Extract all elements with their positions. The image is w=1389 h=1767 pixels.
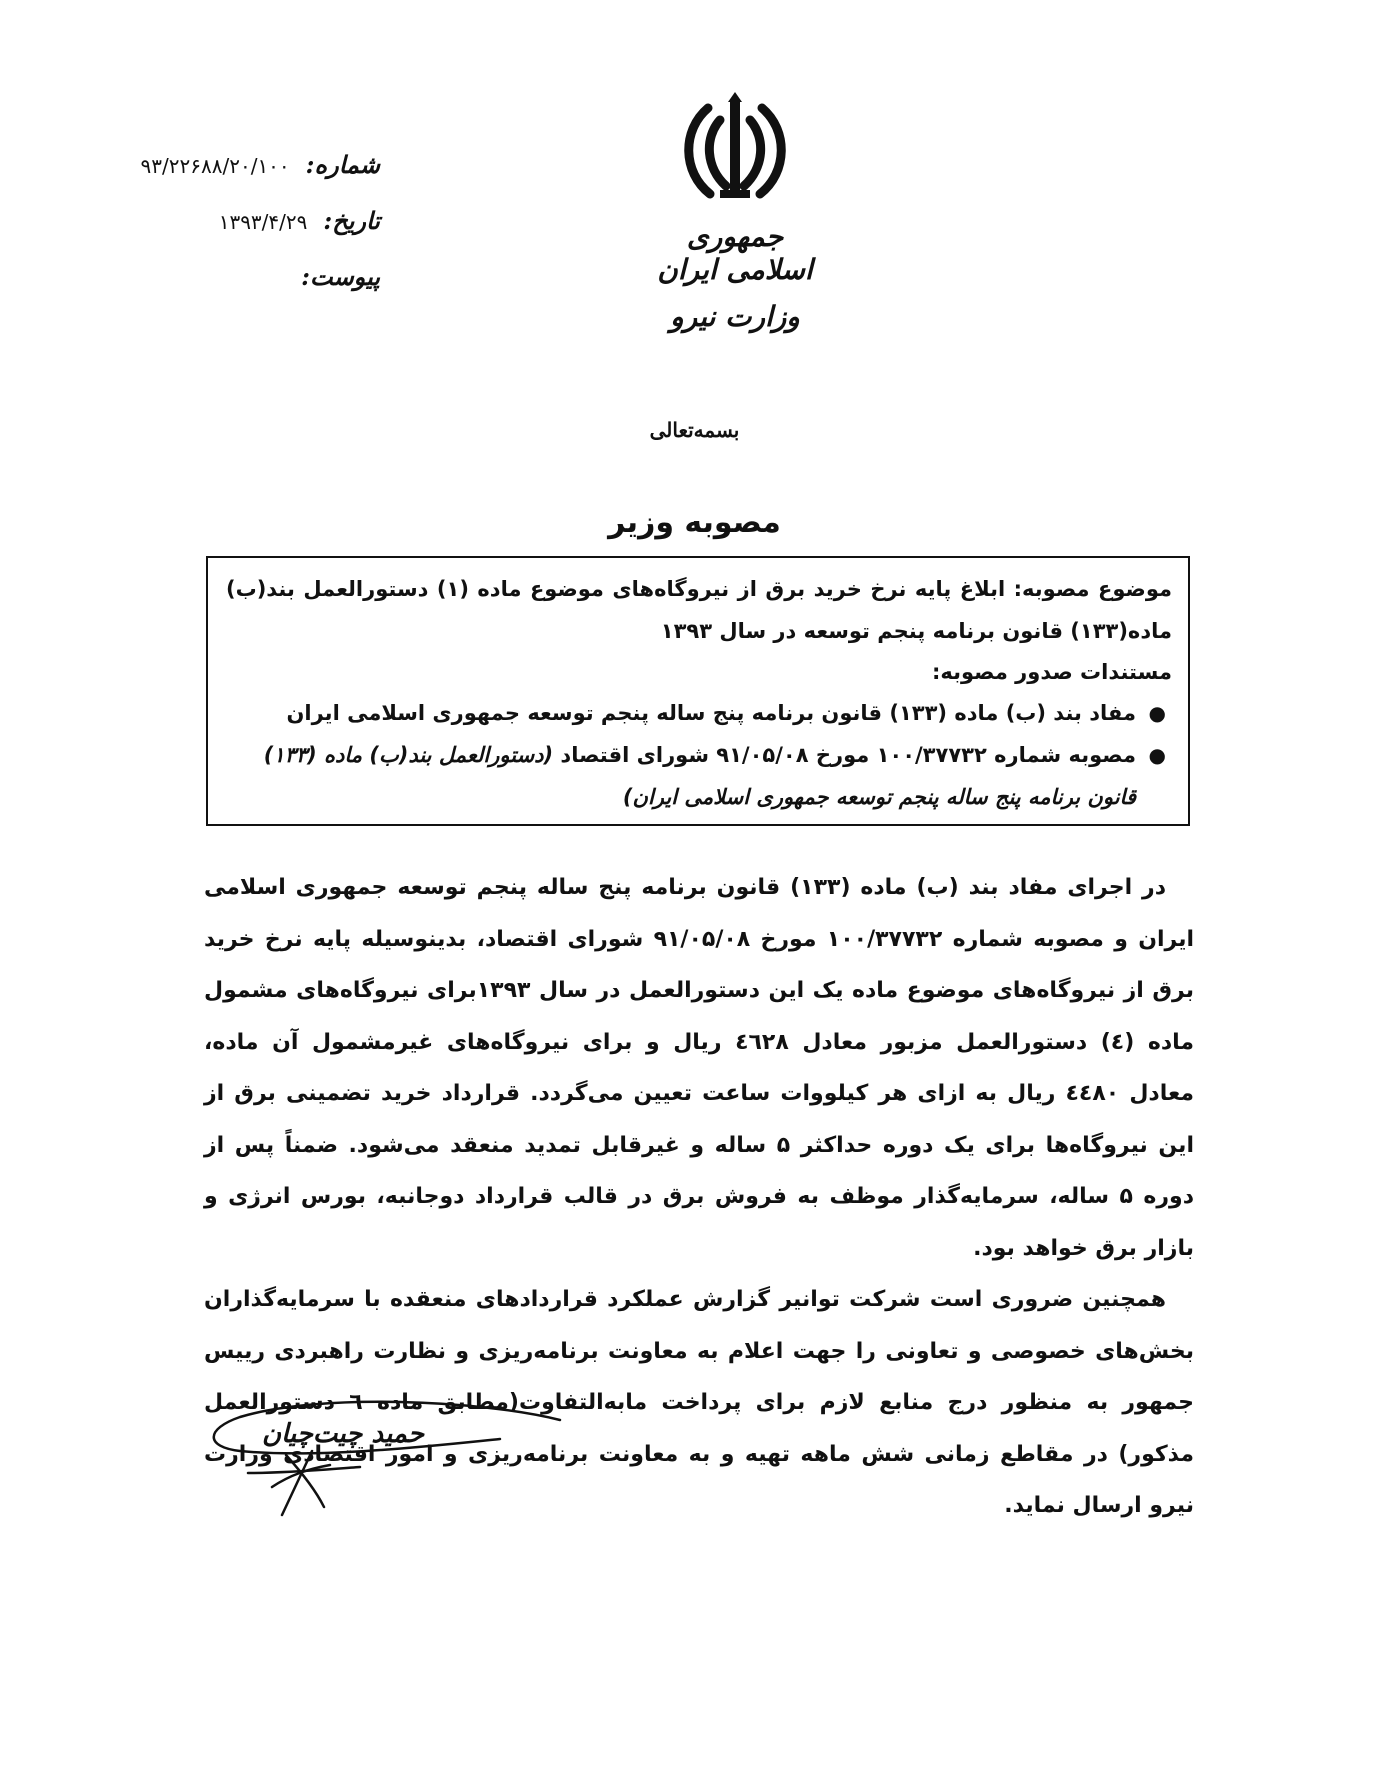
- document-title: مصوبه وزیر: [608, 505, 781, 540]
- body-paragraph: همچنین ضروری است شرکت توانیر گزارش عملکرد قراردادهای منعقده با سرمایه‌گذاران بخش‌های خصوصی و تعاونی را جهت اعلام به معاونت برنامه‌ریزی و نظارت راهبردی رییس جمهور به منظور درج منابع لازم برای پرداخت مابه‌التفاوت(مطابق ماده ٦ دستورالعمل مذکور) در مقاطع زمانی شش ماهه تهیه و به معاونت برنامه‌ریزی و امور اقتصادی وزارت نیرو ارسال نماید.: [204, 1287, 1194, 1518]
- reference-item: [226, 734, 1166, 818]
- subject-box: [206, 556, 1190, 826]
- references-title: مستندات صدور مصوبه:: [931, 660, 1172, 684]
- iran-emblem-icon: [670, 90, 800, 210]
- reference-text: مصوبه شماره ۱۰۰/۳۷۷۳۲ مورخ ۹۱/۰۵/۰۸ شورای اقتصاد: [553, 743, 1136, 767]
- signature-scribble-icon: [200, 1395, 570, 1535]
- attachment-row: [120, 262, 380, 318]
- subject-text: موضوع مصوبه: ابلاغ پایه نرخ خرید برق از نیروگاه‌های موضوع ماده (۱) دستورالعمل بند(ب) ماده(۱۳۳) قانون برنامه پنجم توسعه در سال ۱۳۹۳: [226, 577, 1172, 643]
- bullet-icon: ●: [1148, 701, 1166, 725]
- attachment-label: پیوست:: [301, 262, 380, 291]
- date-label: تاریخ:: [323, 206, 380, 235]
- basmala: بسمه‌تعالی: [649, 418, 740, 442]
- reference-text-italic: (دستورالعمل بند(ب) ماده (۱۳۳) قانون برنامه پنج ساله پنجم توسعه جمهوری اسلامی ایران): [263, 743, 1136, 809]
- reference-text: مفاد بند (ب) ماده (۱۳۳) قانون برنامه پنج ساله پنجم توسعه جمهوری اسلامی ایران: [286, 701, 1136, 725]
- signature-block: [200, 1395, 570, 1535]
- bullet-icon: ●: [1148, 743, 1166, 767]
- references-list: [226, 692, 1172, 818]
- number-label: شماره:: [305, 150, 380, 179]
- letter-meta: [120, 150, 380, 318]
- date-row: [120, 206, 380, 262]
- reference-item: [226, 692, 1166, 734]
- number-value: ۹۳/۲۲۶۸۸/۲۰/۱۰۰: [140, 154, 290, 178]
- body-paragraph: در اجرای مفاد بند (ب) ماده (۱۳۳) قانون برنامه پنج ساله پنجم توسعه جمهوری اسلامی ایران و مصوبه شماره ۱۰۰/۳۷۷۳۲ مورخ ۹۱/۰۵/۰۸ شورای اقتصاد، بدینوسیله پایه نرخ خرید برق از نیروگاه‌های موضوع ماده یک این دستورالعمل در سال ۱۳۹۳برای نیروگاه‌های مشمول ماده (٤) دستورالعمل مزبور معادل ٤٦٢٨ ریال و برای نیروگاه‌های غیرمشمول آن ماده، معادل ٤٤٨٠ ریال به ازای هر کیلووات ساعت تعیین می‌گردد. قرارداد خرید تضمینی برق از این نیروگاه‌ها برای یک دوره حداکثر ۵ ساله و غیرقابل تمدید منعقد می‌شود. ضمناً پس از دوره ۵ ساله، سرمایه‌گذار موظف به فروش برق در قالب قرارداد دوجانبه، بورس انرژی و بازار برق خواهد بود.: [204, 875, 1195, 1261]
- ministry-name: وزارت نیرو: [670, 300, 800, 333]
- number-row: [120, 150, 380, 206]
- organization-name: جمهوری اسلامی ایران: [657, 220, 813, 286]
- signer-name: حمید چیت‌چیان: [262, 1419, 425, 1449]
- letterhead: [640, 90, 830, 333]
- date-value: ۱۳۹۳/۴/۲۹: [218, 210, 308, 234]
